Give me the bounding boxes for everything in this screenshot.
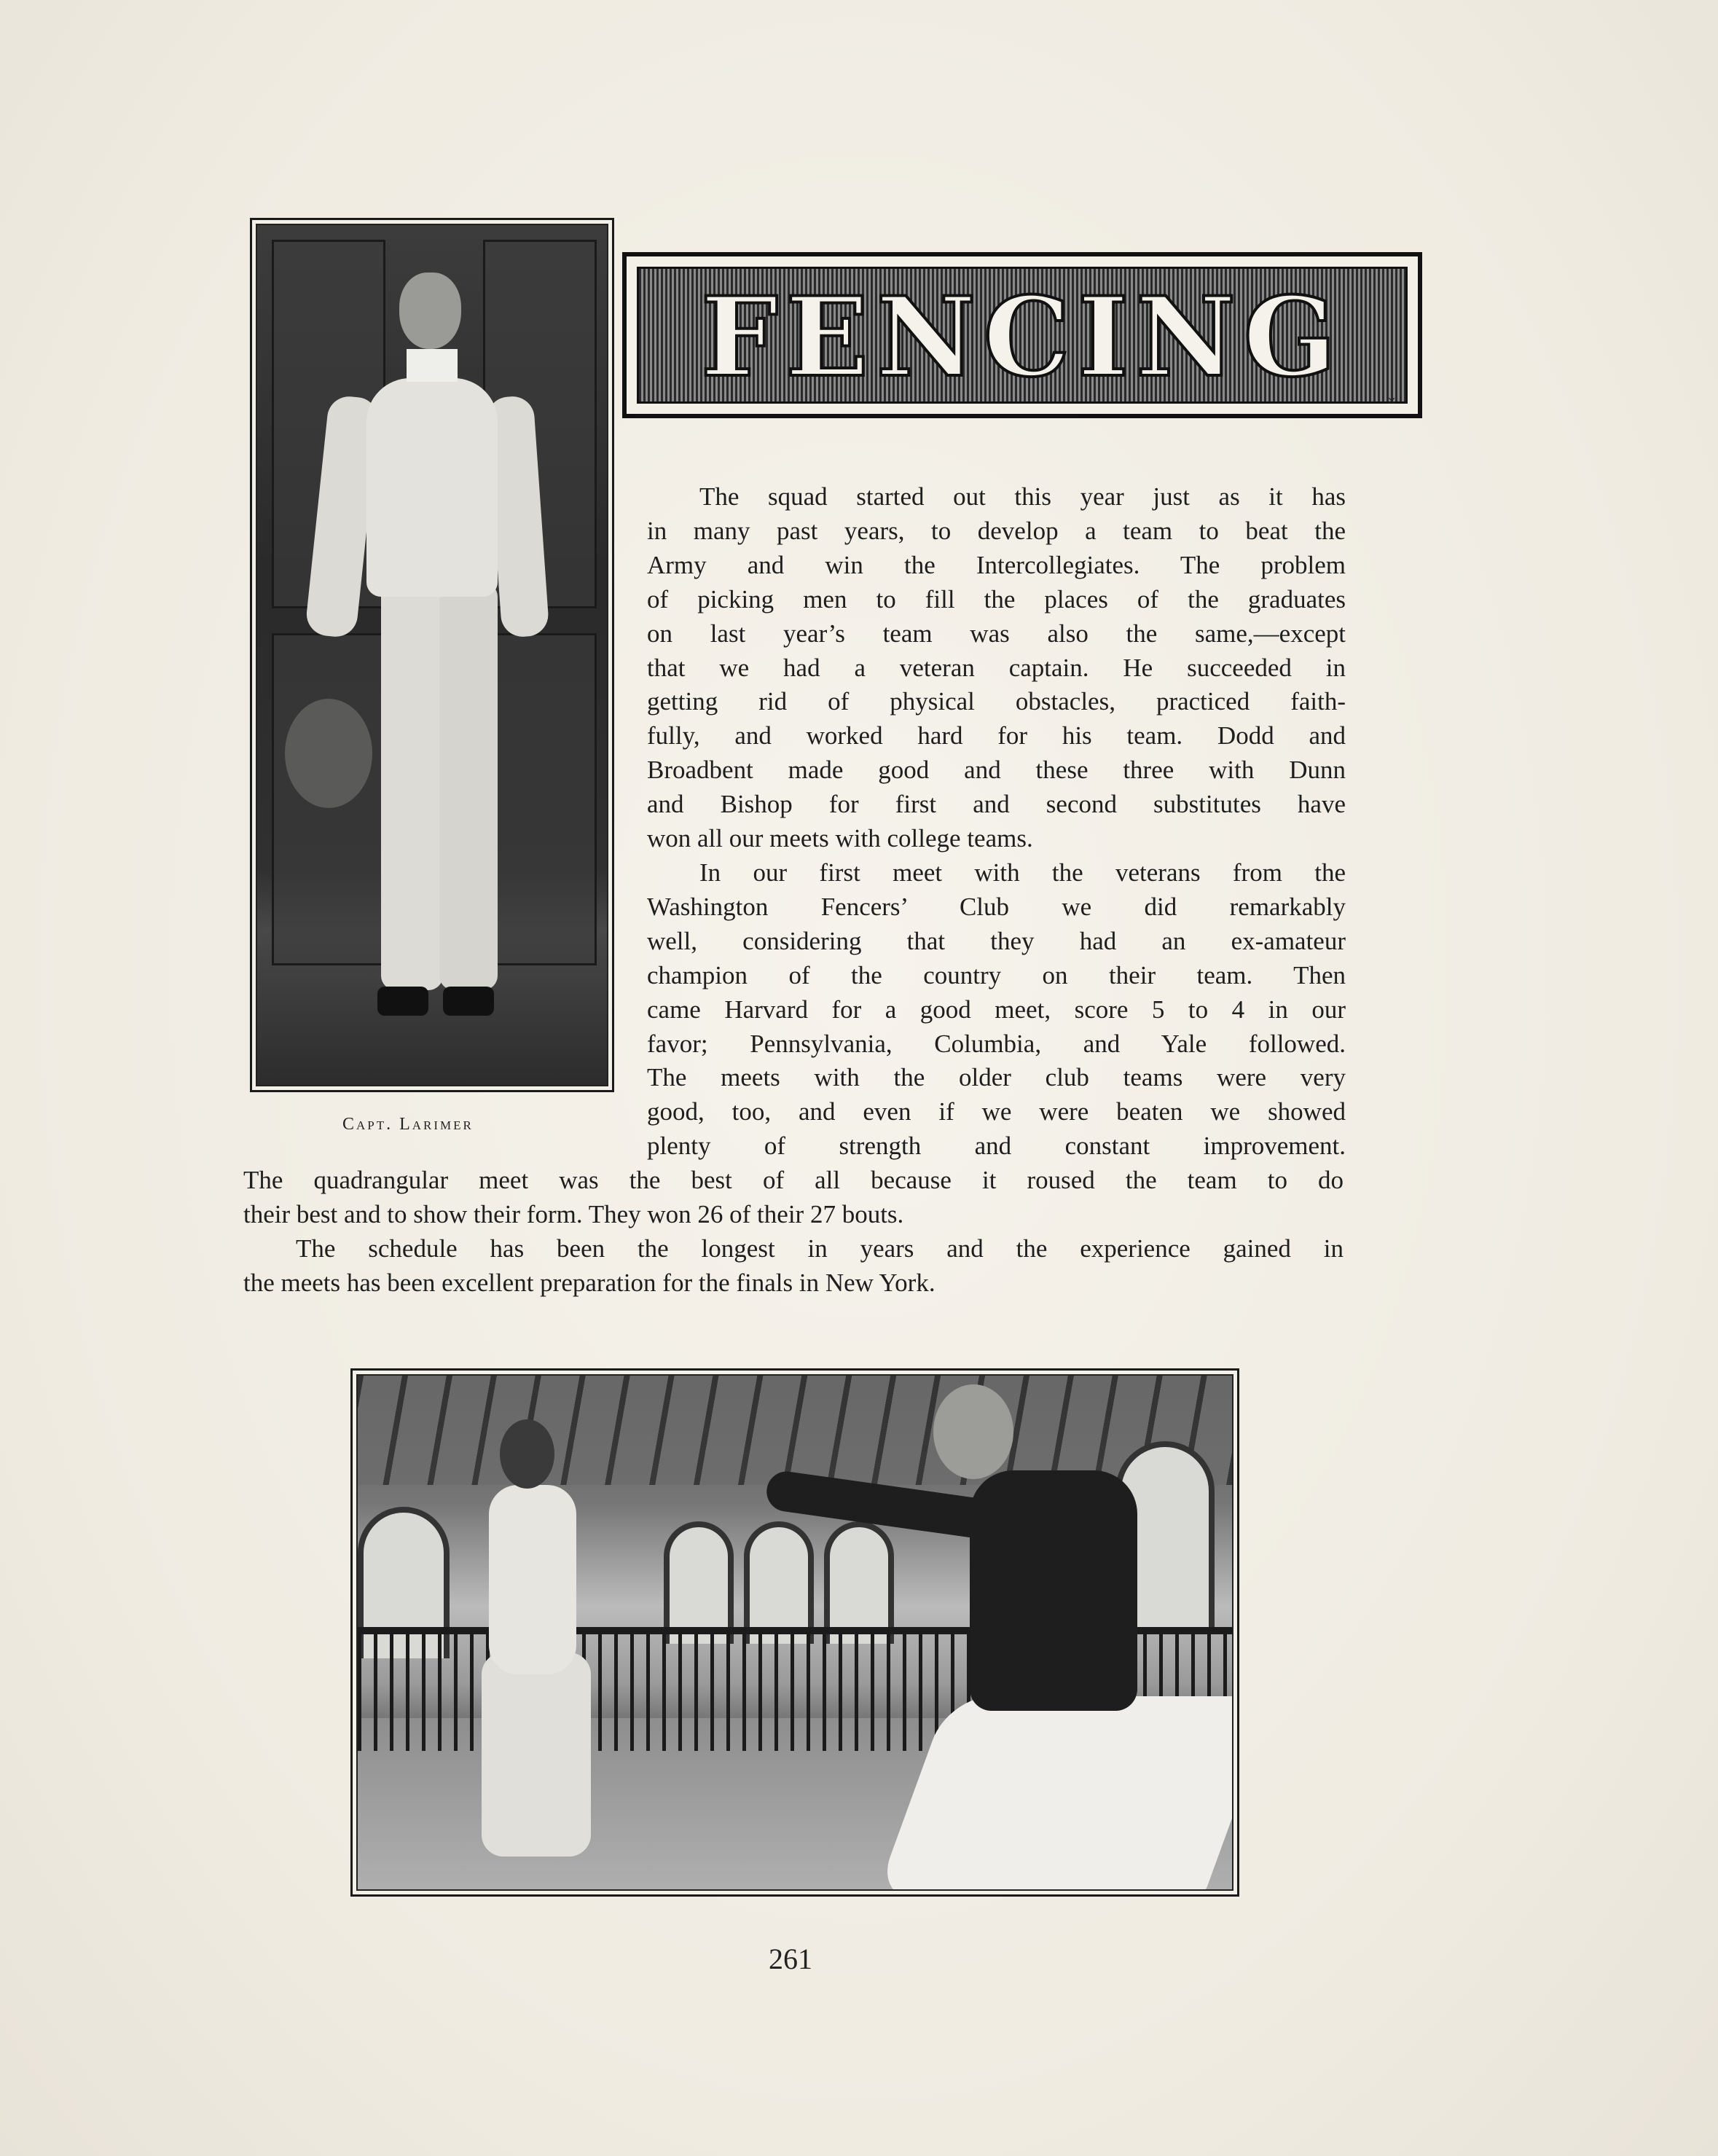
- text-line: of picking men to fill the places of the graduates: [647, 584, 1346, 614]
- page-number: 261: [769, 1943, 812, 1975]
- text-line: that we had a veteran captain. He succeeded in: [647, 653, 1346, 682]
- page-title: FENCING: [700, 273, 1344, 401]
- fencing-bout-photo: [356, 1374, 1233, 1891]
- full-width-text: [243, 1164, 1344, 1301]
- text-line: the meets has been excellent preparation for the finals in New York.: [243, 1268, 936, 1297]
- text-line: getting rid of physical obstacles, practiced faith-: [647, 687, 1346, 716]
- text-line: well, considering that they had an ex-amateur: [647, 926, 1346, 955]
- portrait-caption: Capt. Larimer: [342, 1115, 474, 1134]
- text-line: Broadbent made good and these three with Dunn: [647, 756, 1346, 785]
- text-line: The squad started out this year just as it has: [699, 482, 1346, 511]
- captain-portrait-photo: [256, 224, 608, 1086]
- text-line: on last year’s team was also the same,—except: [647, 619, 1346, 648]
- artist-mark: ✕: [1387, 396, 1396, 407]
- text-line: won all our meets with college teams.: [647, 824, 1033, 853]
- fencing-bout-photo-frame: [350, 1368, 1239, 1897]
- text-line: The quadrangular meet was the best of all because it roused the team to do: [243, 1166, 1344, 1194]
- text-line: champion of the country on their team. Then: [647, 960, 1346, 989]
- text-line: In our first meet with the veterans from the: [699, 858, 1346, 887]
- fencing-mask: [285, 699, 372, 808]
- text-line: The meets with the older club teams were very: [647, 1063, 1346, 1092]
- text-line: Army and win the Intercollegiates. The problem: [647, 550, 1346, 579]
- text-line: good, too, and even if we were beaten we showed: [647, 1097, 1346, 1126]
- text-line: favor; Pennsylvania, Columbia, and Yale followed.: [647, 1029, 1346, 1058]
- text-line: Washington Fencers’ Club we did remarkably: [647, 892, 1346, 921]
- title-banner: [622, 252, 1422, 418]
- column-text: [647, 480, 1346, 1164]
- text-line: The schedule has been the longest in years and the experience gained in: [296, 1234, 1344, 1263]
- captain-portrait-frame: [250, 218, 614, 1092]
- text-line: plenty of strength and constant improvement.: [647, 1132, 1346, 1161]
- text-line: in many past years, to develop a team to beat the: [647, 516, 1346, 545]
- text-line: came Harvard for a good meet, score 5 to 4 in our: [647, 995, 1346, 1024]
- text-line: their best and to show their form. They won 26 of their 27 bouts.: [243, 1199, 904, 1228]
- text-line: and Bishop for first and second substitutes have: [647, 790, 1346, 819]
- text-line: fully, and worked hard for his team. Dodd and: [647, 721, 1346, 750]
